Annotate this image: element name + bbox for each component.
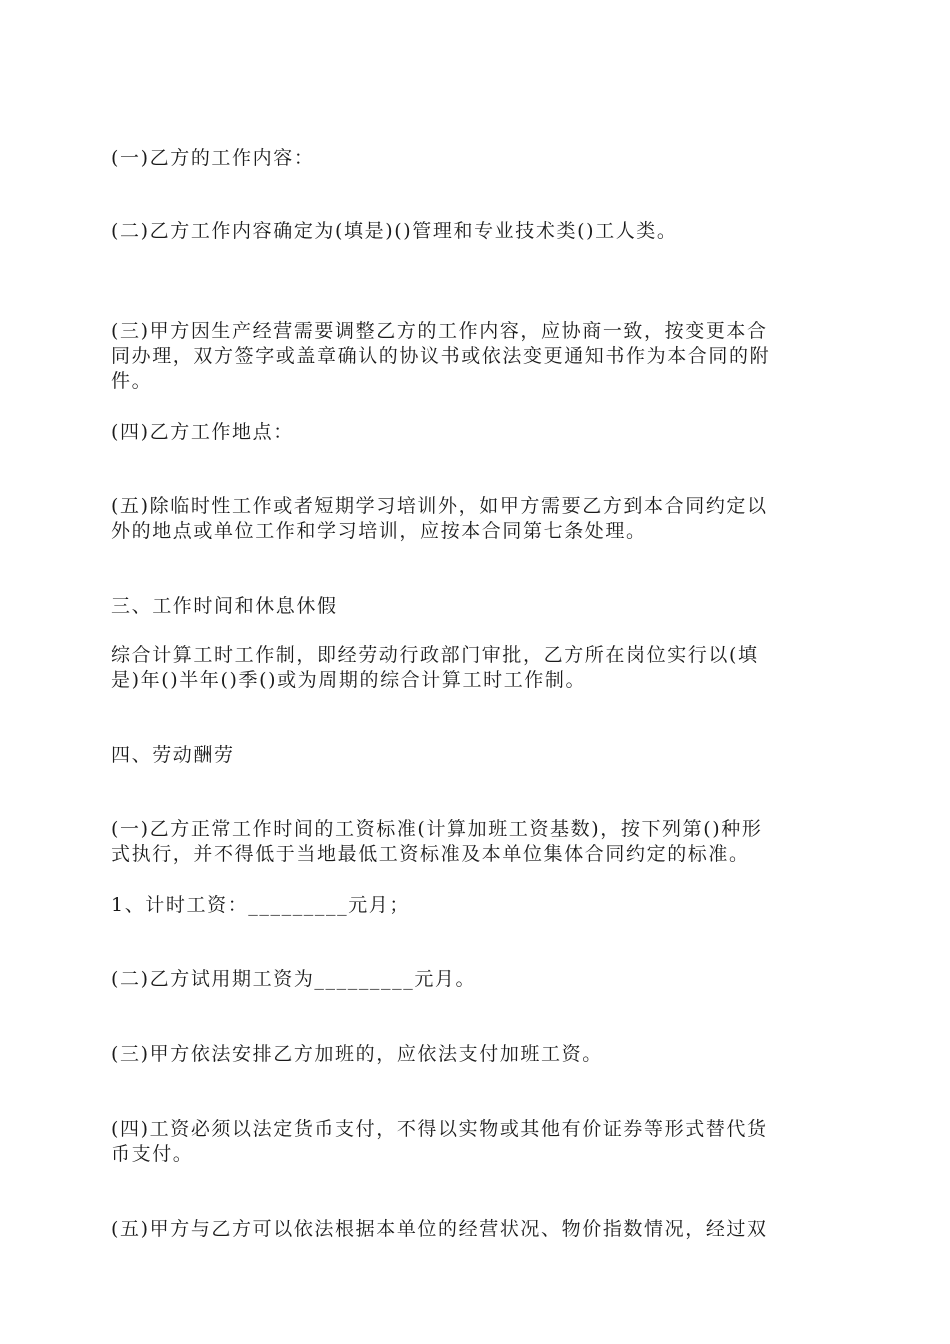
paragraph-hourly-wage	[111, 893, 841, 918]
paragraph-wage-standard	[111, 817, 841, 867]
section-heading-remuneration	[111, 743, 841, 768]
paragraph-content-adjustment	[111, 319, 841, 394]
section-heading-working-hours	[111, 594, 841, 619]
paragraph-work-location	[111, 420, 841, 445]
text-line: (三)甲方依法安排乙方加班的，应依法支付加班工资。	[111, 1043, 603, 1065]
paragraph-comprehensive-hours	[111, 643, 841, 693]
text-line: (四)工资必须以法定货币支付，不得以实物或其他有价证券等形式替代货	[111, 1118, 768, 1140]
text-line: (三)甲方因生产经营需要调整乙方的工作内容，应协商一致，按变更本合	[111, 320, 768, 342]
paragraph-probation-wage	[111, 967, 841, 992]
paragraph-work-content	[111, 146, 841, 171]
text-line: 综合计算工时工作制，即经劳动行政部门审批，乙方所在岗位实行以(填	[111, 644, 759, 666]
text-line: 币支付。	[111, 1143, 194, 1165]
paragraph-work-type	[111, 219, 841, 244]
paragraph-offsite-work	[111, 494, 841, 544]
text-line: 外的地点或单位工作和学习培训，应按本合同第七条处理。	[111, 520, 647, 542]
text-line: 三、工作时间和休息休假	[111, 595, 338, 617]
paragraph-wage-adjustment	[111, 1217, 841, 1242]
text-line: 同办理，双方签字或盖章确认的协议书或依法变更通知书作为本合同的附	[111, 345, 771, 367]
text-line: 1、计时工资：_________元月；	[111, 894, 410, 916]
text-line: (四)乙方工作地点：	[111, 421, 294, 443]
text-line: 四、劳动酬劳	[111, 744, 235, 766]
text-line: (一)乙方的工作内容：	[111, 147, 315, 169]
text-line: (一)乙方正常工作时间的工资标准(计算加班工资基数)，按下列第()种形	[111, 818, 763, 840]
paragraph-overtime-pay	[111, 1042, 841, 1067]
paragraph-currency-payment	[111, 1117, 841, 1167]
text-line: 是)年()半年()季()或为周期的综合计算工时工作制。	[111, 669, 587, 691]
text-line: (五)除临时性工作或者短期学习培训外，如甲方需要乙方到本合同约定以	[111, 495, 768, 517]
text-line: (五)甲方与乙方可以依法根据本单位的经营状况、物价指数情况，经过双	[111, 1218, 768, 1240]
text-line: (二)乙方工作内容确定为(填是)()管理和专业技术类()工人类。	[111, 220, 678, 242]
text-line: (二)乙方试用期工资为_________元月。	[111, 968, 477, 990]
text-line: 件。	[111, 370, 153, 392]
text-line: 式执行，并不得低于当地最低工资标准及本单位集体合同约定的标准。	[111, 843, 750, 865]
